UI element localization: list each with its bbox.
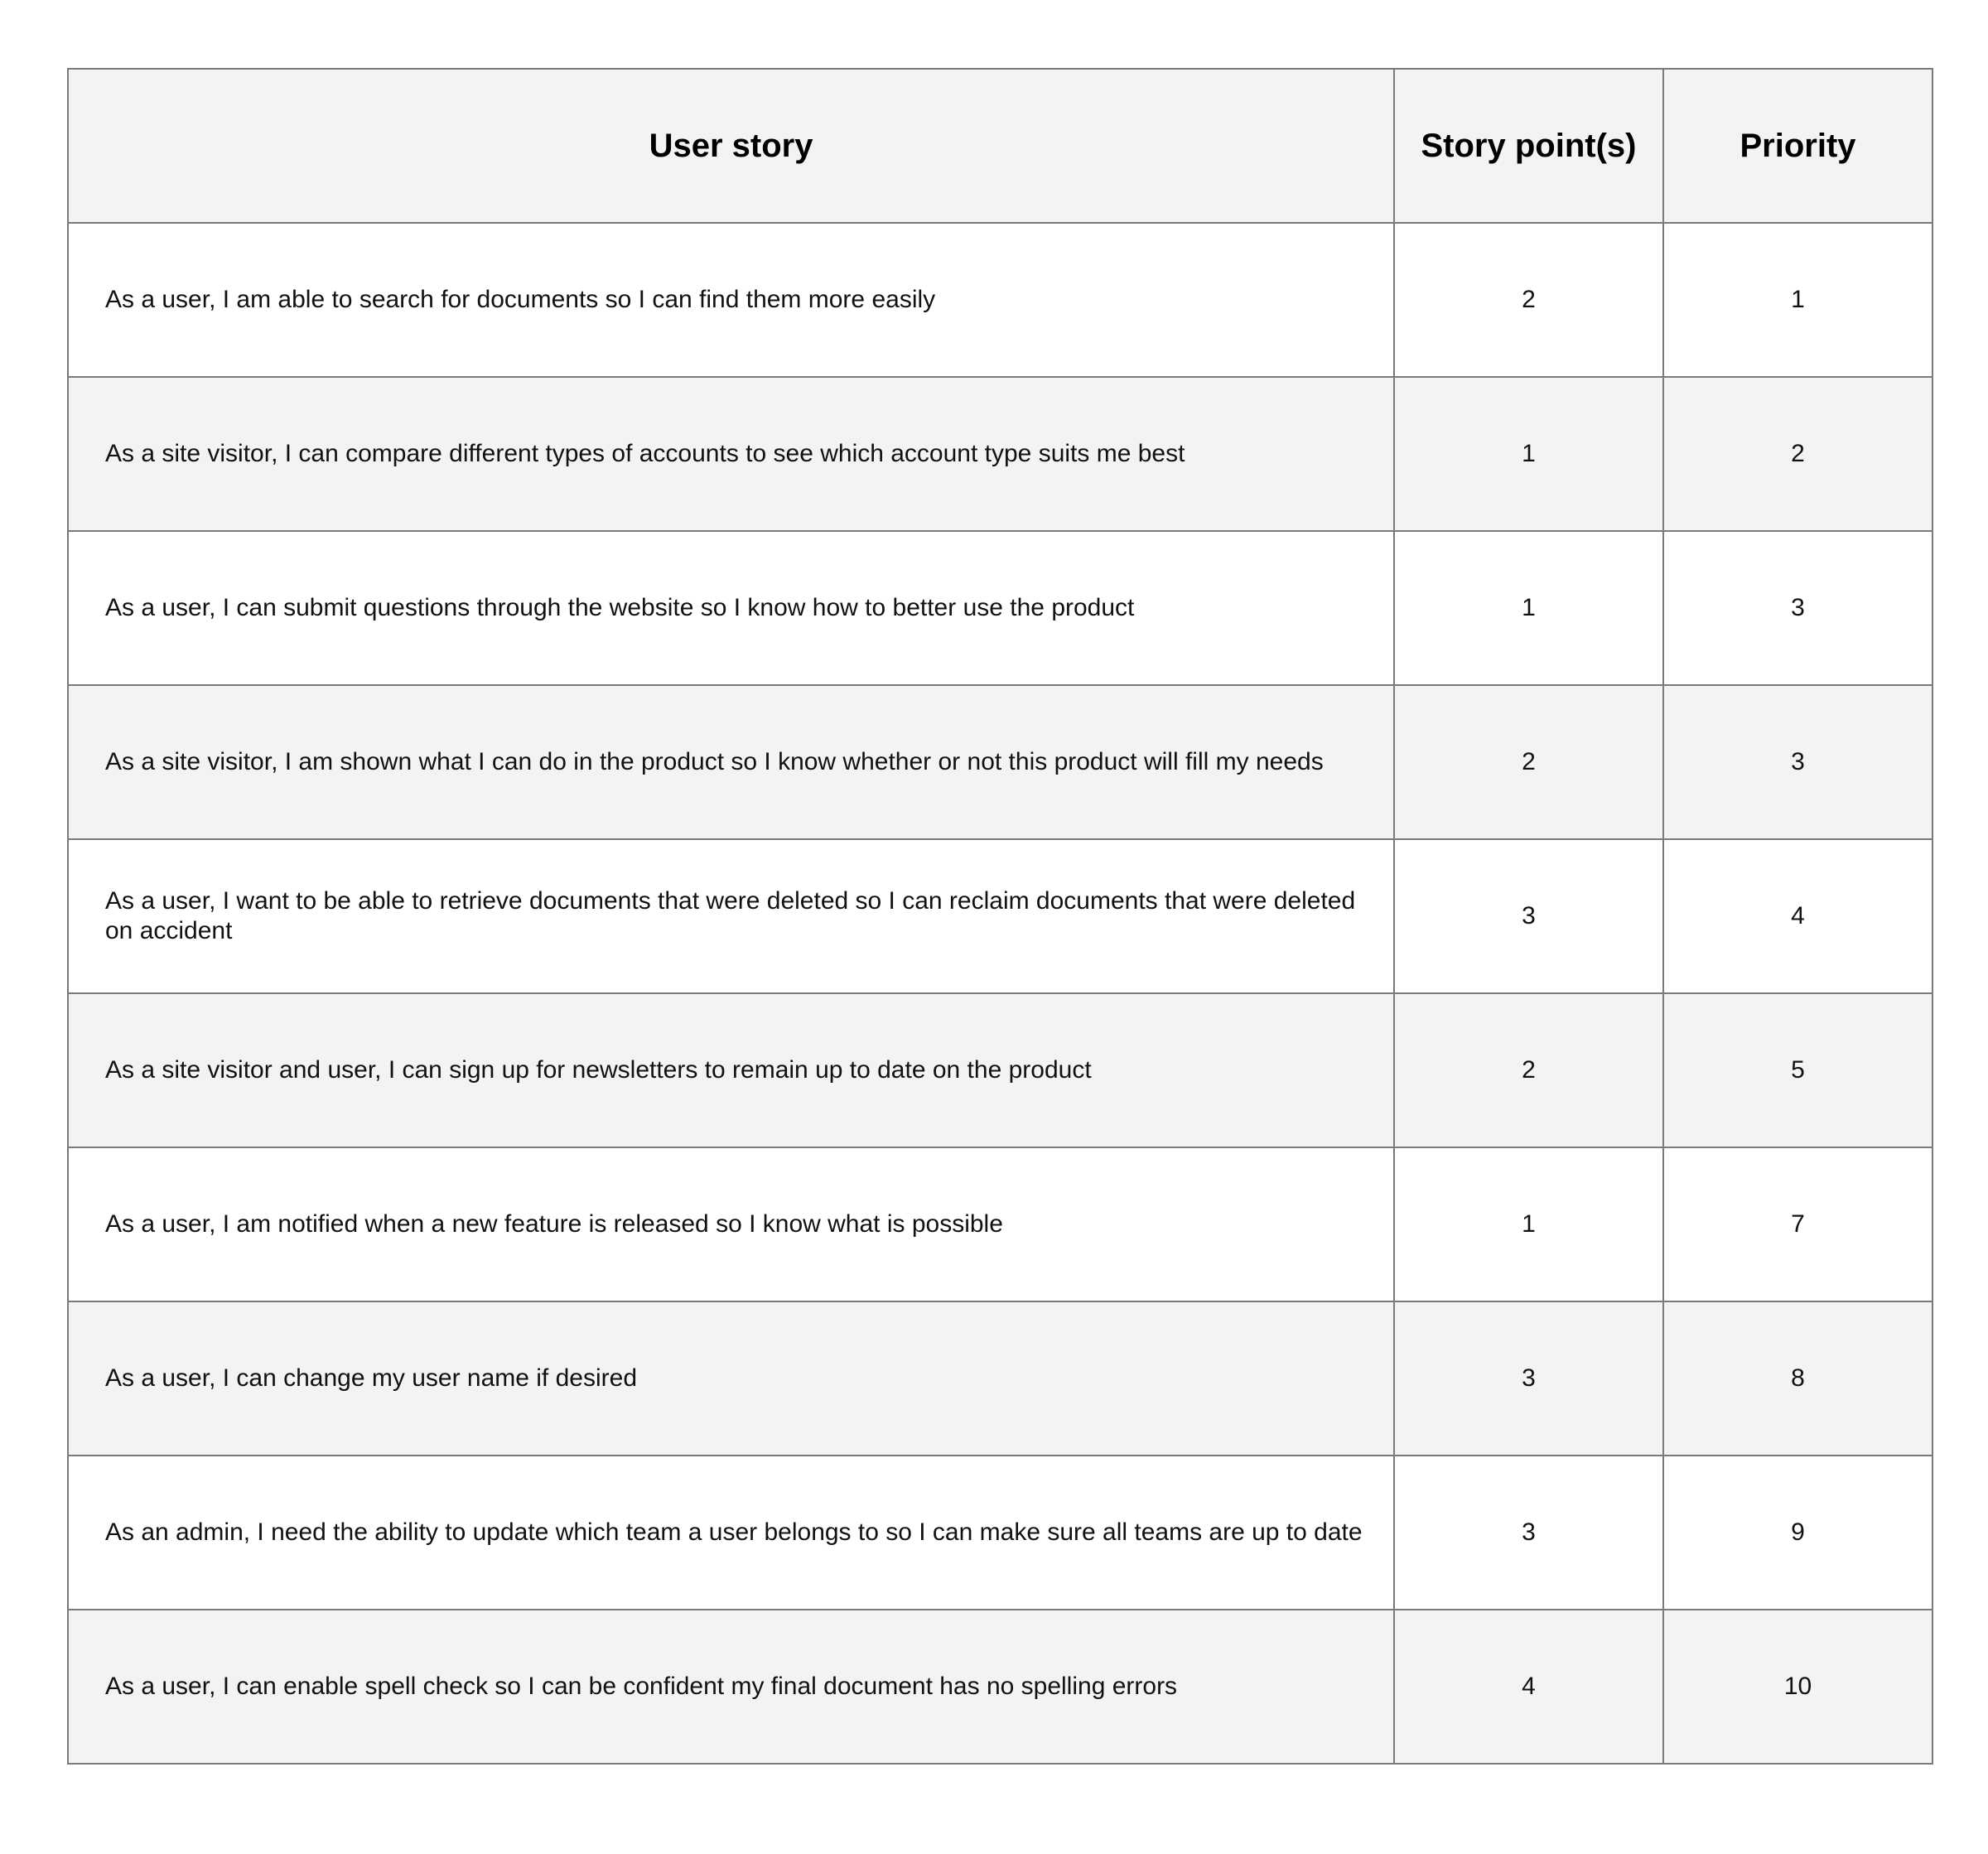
story-points-cell: 2 [1394,685,1663,839]
header-row [68,69,1933,223]
priority-cell: 2 [1663,377,1933,531]
table-row [68,1147,1933,1301]
header-user-story: User story [68,69,1394,223]
table-row [68,531,1933,685]
table-row [68,1456,1933,1610]
priority-cell: 5 [1663,993,1933,1147]
priority-cell: 7 [1663,1147,1933,1301]
table-row [68,377,1933,531]
priority-cell: 9 [1663,1456,1933,1610]
story-points-cell: 4 [1394,1610,1663,1764]
story-points-cell: 3 [1394,839,1663,993]
user-story-cell: As a user, I am able to search for documents so I can find them more easily [68,223,1394,377]
priority-cell: 4 [1663,839,1933,993]
user-story-cell: As a user, I can change my user name if desired [68,1301,1394,1456]
story-points-cell: 1 [1394,531,1663,685]
priority-cell: 3 [1663,685,1933,839]
story-points-cell: 1 [1394,377,1663,531]
priority-cell: 10 [1663,1610,1933,1764]
user-story-cell: As a site visitor, I can compare different types of accounts to see which account type suits me best [68,377,1394,531]
story-points-cell: 2 [1394,993,1663,1147]
user-story-cell: As a user, I want to be able to retrieve documents that were deleted so I can reclaim documents that were deleted on accident [68,839,1394,993]
priority-cell: 3 [1663,531,1933,685]
story-points-cell: 1 [1394,1147,1663,1301]
user-story-cell: As a user, I can enable spell check so I can be confident my final document has no spelling errors [68,1610,1394,1764]
user-story-cell: As a site visitor, I am shown what I can do in the product so I know whether or not this product will fill my needs [68,685,1394,839]
priority-cell: 1 [1663,223,1933,377]
table-row [68,223,1933,377]
user-story-cell: As a user, I can submit questions through the website so I know how to better use the product [68,531,1394,685]
header-priority: Priority [1663,69,1933,223]
table-row [68,839,1933,993]
user-story-cell: As a user, I am notified when a new feature is released so I know what is possible [68,1147,1394,1301]
user-story-cell: As an admin, I need the ability to update which team a user belongs to so I can make sure all teams are up to date [68,1456,1394,1610]
priority-cell: 8 [1663,1301,1933,1456]
story-points-cell: 3 [1394,1301,1663,1456]
user-story-table [67,68,1933,1765]
table-row [68,993,1933,1147]
header-story-points: Story point(s) [1394,69,1663,223]
table-row [68,1301,1933,1456]
user-story-cell: As a site visitor and user, I can sign up for newsletters to remain up to date on the product [68,993,1394,1147]
table-row [68,1610,1933,1764]
story-points-cell: 2 [1394,223,1663,377]
table-row [68,685,1933,839]
story-points-cell: 3 [1394,1456,1663,1610]
